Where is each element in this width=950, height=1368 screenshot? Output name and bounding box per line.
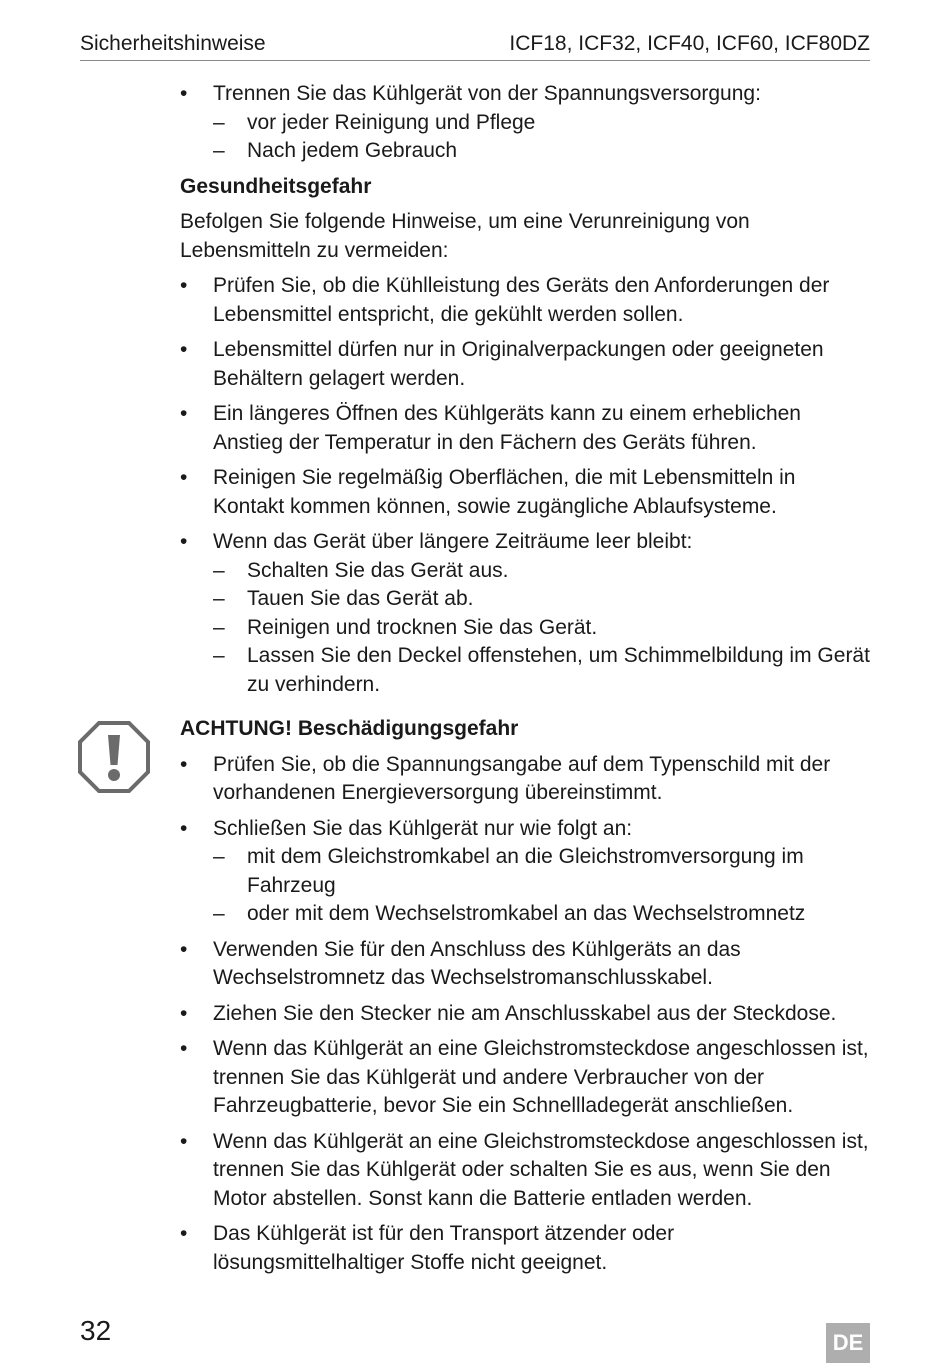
list-item [180, 815, 870, 929]
list-item: • Prüfen Sie, ob die Spannungsangabe auf dem Typenschild mit der vorhandenen Energieversorgung übereinstimmt. [180, 751, 870, 808]
language-badge: DE [826, 1323, 870, 1363]
model-list: ICF18, ICF32, ICF40, ICF60, ICF80DZ [509, 32, 870, 55]
sub-list-item: – mit dem Gleichstromkabel an die Gleichstromversorgung im Fahrzeug [213, 843, 870, 900]
list-item [180, 528, 870, 699]
page-header [80, 30, 870, 61]
list-item-text: • Trennen Sie das Kühlgerät von der Spannungsversorgung: [213, 82, 761, 105]
list-item [180, 80, 870, 166]
list-item: • Das Kühlgerät ist für den Transport ätzender oder lösungsmittelhaltiger Stoffe nicht geeignet. [180, 1220, 870, 1277]
list-item: • Ziehen Sie den Stecker nie am Anschlusskabel aus der Steckdose. [180, 1000, 870, 1029]
damage-warning-section [180, 715, 870, 1277]
list-item: • Reinigen Sie regelmäßig Oberflächen, die mit Lebensmitteln in Kontakt kommen können, sowie zugängliche Ablaufsysteme. [180, 464, 870, 521]
list-item-text: • Schließen Sie das Kühlgerät nur wie folgt an: [213, 816, 633, 840]
health-hazard-heading: Gesundheitsgefahr [180, 174, 372, 198]
list-item: • Verwenden Sie für den Anschluss des Kühlgeräts an das Wechselstromnetz das Wechselstromanschlusskabel. [180, 936, 870, 993]
sub-list-item: – Lassen Sie den Deckel offenstehen, um Schimmelbildung im Gerät zu verhindern. [213, 642, 870, 699]
sub-list-item: – Tauen Sie das Gerät ab. [213, 585, 870, 614]
sub-list-item: – Nach jedem Gebrauch [213, 137, 870, 166]
list-item: • Prüfen Sie, ob die Kühlleistung des Geräts den Anforderungen der Lebensmittel entspricht, die gekühlt werden sollen. [180, 272, 870, 329]
list-item: • Lebensmittel dürfen nur in Originalverpackungen oder geeigneten Behältern gelagert werden. [180, 336, 870, 393]
warning-octagon-icon [78, 721, 150, 793]
sub-list-item: – vor jeder Reinigung und Pflege [213, 109, 870, 138]
list-item: • Ein längeres Öffnen des Kühlgeräts kann zu einem erheblichen Anstieg der Temperatur in den Fächern des Geräts führen. [180, 400, 870, 457]
list-item: • Wenn das Kühlgerät an eine Gleichstromsteckdose angeschlossen ist, trennen Sie das Kühlgerät und andere Verbraucher von der Fahrzeugbatterie, bevor Sie ein Schnellladegerät anschließen. [180, 1035, 870, 1121]
list-item-text: • Wenn das Gerät über längere Zeiträume leer bleibt: [213, 530, 693, 553]
list-item: • Wenn das Kühlgerät an eine Gleichstromsteckdose angeschlossen ist, trennen Sie das Kühlgerät oder schalten Sie es aus, wenn Sie den Motor abstellen. Sonst kann die Batterie entladen werden. [180, 1128, 870, 1214]
page-number: 32 [80, 1315, 112, 1346]
sub-list-item: – oder mit dem Wechselstromkabel an das Wechselstromnetz [213, 900, 870, 929]
health-intro-paragraph: Befolgen Sie folgende Hinweise, um eine Verunreinigung von Lebensmitteln zu vermeiden: [180, 210, 750, 262]
page-content [180, 80, 870, 1284]
damage-warning-heading: ACHTUNG! Beschädigungsgefahr [180, 717, 519, 740]
sub-list-item: – Schalten Sie das Gerät aus. [213, 557, 870, 586]
sub-list-item: – Reinigen und trocknen Sie das Gerät. [213, 614, 870, 643]
section-title: Sicherheitshinweise [80, 32, 266, 55]
